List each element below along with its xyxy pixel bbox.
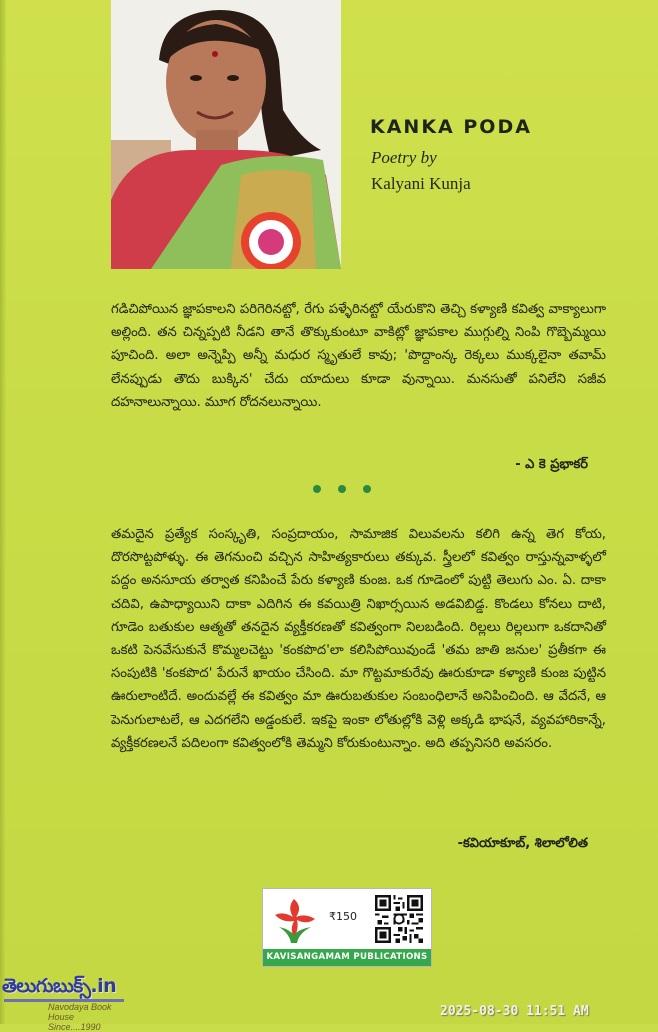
publisher-name: KAVISANGAMAM PUBLICATIONS xyxy=(263,949,431,966)
divider-dot xyxy=(313,485,321,493)
publisher-flower-logo-icon xyxy=(269,893,319,945)
watermark-subtitle xyxy=(48,1002,128,1032)
spine-edge xyxy=(0,0,6,1024)
qr-code-icon xyxy=(375,895,423,943)
watermark-site: తెలుగుబుక్స్.in xyxy=(2,975,117,997)
publisher-box xyxy=(262,888,432,967)
watermark-logo xyxy=(2,975,128,1032)
section-divider xyxy=(313,485,371,493)
blurb-paragraph-2: తమదైన ప్రత్యేక సంస్కృతి, సంప్రదాయం, సామాజిక విలువలను కలిగి ఉన్న తెగ కోయ, దొరసొట్టపోళ్ళు. ఈ తెగనుంచి వచ్చిన సాహిత్యకారులు తక్కువ. స్త్రీలలో కవిత్వం రాస్తున్నవాళ్ళలో పద్దం అనసూయ తర్వాత కనిపించే పేరు కళ్యాణి కుంజ. ఒక గూడెంలో పుట్టి తెలుగు ఎం. ఏ. దాకా చదివి, ఉపాధ్యాయిని దాకా ఎదిగిన ఈ కవయిత్రి నిఖార్సయిన అడవిబిడ్డ. కొండలు కోనలు దాటి, గూడెం బతుకుల ఆత్మతో తనదైన వ్యక్తీకరణతో కవిత్వంగా నిలబడింది. రిల్లలు రిల్లలుగా ఒకదానితో ఒకటి పెనవేసుకునే కొమ్మలచెట్టు 'కంకపొద'లా కలిసిపోయివుండే 'తమ జాతి జనుల' ప్రతీకగా ఈ సంపుటికి 'కంకపొద' పేరునే ఖాయం చేసింది. మా గొట్టమాకురేవు ఊరుకూడా కళ్యాణి కుంజ పుట్టిన ఊరులాంటిదే. అందువల్లే ఈ కవిత్వం మా ఊరుబతుకుల సంబంధిలానే అనిపించింది. ఆ వేదనే, ఆ పెనుగులాటలే, ఆ ఎదగలేని అడ్డంకులే. ఇకపై ఇంకా లోతుల్లోకి వెళ్లి అక్కడి భాషనే, వ్యవహారికాన్నే, వ్యక్తీకరణలనే పదిలంగా కవిత్వంలోకి తెమ్మని కోరుకుంటున్నాం. అది తప్పనిసరి అవసరం. xyxy=(111,527,606,751)
blurb-attribution-2: -కవియాకూబ్, శిలాలోలిత xyxy=(457,836,588,851)
author-name: Kalyani Kunja xyxy=(371,174,471,193)
divider-dot xyxy=(363,485,371,493)
book-price: ₹150 xyxy=(329,910,357,923)
divider-dot xyxy=(338,485,346,493)
camera-timestamp: 2025-08-30 11:51 AM xyxy=(440,1004,589,1019)
watermark-line-1: Navodaya Book House xyxy=(48,1002,112,1022)
watermark-line-2: Since....1990 xyxy=(48,1022,101,1032)
book-subtitle: Poetry by xyxy=(371,148,437,167)
book-title: KANKA PODA xyxy=(370,116,532,138)
blurb-paragraph-1: గడిచిపోయిన జ్ఞాపకాలని పరిగెరినట్టో, రేగు పళ్ళేరినట్టో యేరుకొని తెచ్చి కళ్యాణి కవిత్వ వాక్యాలుగా అల్లింది. తన చిన్నప్పటి నీడని తానే తొక్కుకుంటూ వాకిట్లో జ్ఞాపకాల ముగ్గుల్ని నింపి గొబ్బెమ్మయి పూచింది. అలా అన్నెప్పి అన్నీ మధుర స్మృతులే కావు; 'పొద్దాంన్క రెక్కలు ముక్కలైనా తవామ్ లేనప్పుడు తౌదు బుక్కిన' చేదు యాదులు కూడా వున్నాయి. మనసుతో పనిలేని సజీవ దహనాలున్నాయి. మూగ రోదనలున్నాయి. xyxy=(111,302,606,410)
blurb-attribution-1: - ఎ కె ప్రభాకర్ xyxy=(515,457,588,472)
author-photo xyxy=(111,0,341,269)
